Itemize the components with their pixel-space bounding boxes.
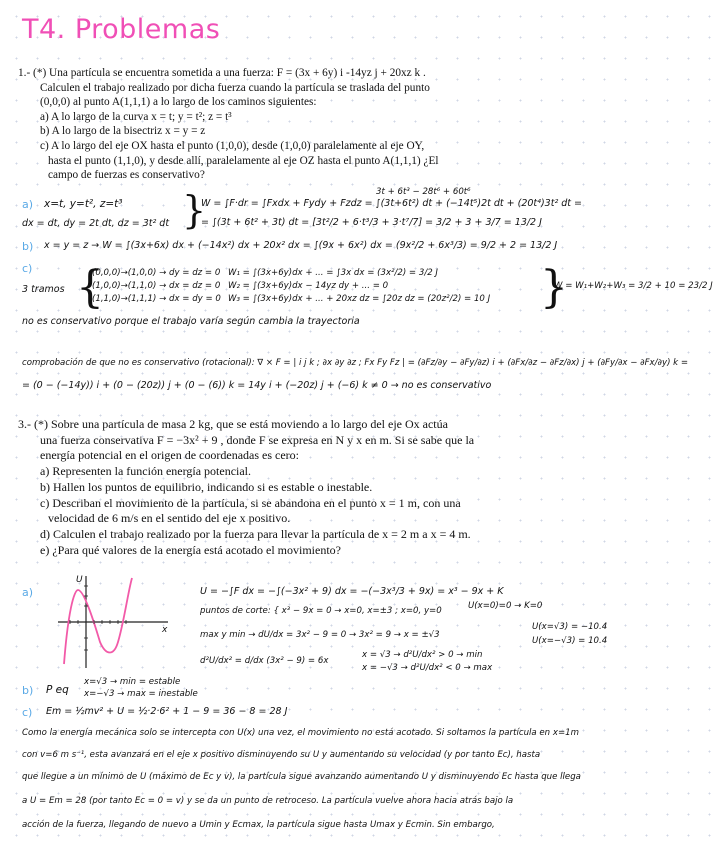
problem-1-statement [18, 66, 638, 183]
handwritten-paragraph: Como la energía mecánica solo se intercepta con U(x) una vez, el movimiento no está acotado. Si soltamos la partícula en x=1m [22, 728, 579, 738]
x-axis-label: x [162, 625, 168, 635]
part-a-label: a) [22, 198, 34, 211]
handwritten-note: Em = ½mv² + U = ½·2·6² + 1 − 9 = 36 − 8 = 28 J [46, 706, 288, 717]
part-c-label: c) [22, 706, 33, 719]
problem-3-line: 3.- (*) Sobre una partícula de masa 2 kg, que se está moviendo a lo largo del eje Ox actúa [18, 417, 448, 431]
handwritten-note: max y min → dU/dx = 3x² − 9 = 0 → 3x² = 9 → x = ±√3 [200, 630, 440, 640]
problem-1-line: Calculen el trabajo realizado por dicha fuerza cuando la partícula se traslada del punto [40, 81, 430, 94]
handwritten-paragraph: acción de la fuerza, llegando de nuevo a Umin y Ecmax, la partícula sigue hasta Umax y Ecmin. Sin embargo, [22, 820, 495, 830]
brace: { [76, 262, 104, 313]
handwritten-note: U = −∫F dx = −∫(−3x² + 9) dx = −(−3x³/3 + 9x) = x³ − 9x + K [200, 586, 504, 597]
handwritten-note: = ∫(3t + 6t² + 3t) dt = [3t²/2 + 6·t³/3 + 3·t⁷/7] = 3/2 + 3 + 3/7 = 13/2 J [201, 217, 542, 228]
problem-3-line: b) Hallen los puntos de equilibrio, indicando si es estable o inestable. [40, 479, 373, 494]
handwritten-note: U(x=0)=0 → K=0 [468, 601, 543, 611]
problem-1-line: 1.- (*) Una partícula se encuentra sometida a una fuerza: F = (3x + 6y) i -14yz j + 20xz k . [18, 67, 426, 79]
part-b-label: b) [22, 240, 34, 253]
handwritten-note: W = W₁+W₂+W₃ = 3/2 + 10 = 23/2 J [554, 281, 713, 291]
problem-3-line: energía potencial en el origen de coordenadas es cero: [40, 448, 299, 463]
handwritten-note: P eq [46, 684, 69, 696]
problem-1-line: c) A lo largo del eje OX hasta el punto (1,0,0), desde (1,0,0) paralelamente al eje OY, [40, 139, 425, 152]
part-a-label: a) [22, 586, 34, 599]
handwritten-note: W₂ = ∫(3x+6y)dx − 14yz dy + ... = 0 [228, 281, 389, 291]
handwritten-note: U(x=−√3) = 10.4 [532, 636, 608, 646]
problem-3-line: velocidad de 6 m/s en el sentido del eje x positivo. [48, 511, 291, 526]
problem-1-line: campo de fuerzas es conservativo? [48, 169, 205, 182]
problem-3-statement [18, 417, 638, 558]
potential-energy-graph [56, 572, 174, 672]
handwritten-note: W = ∫F·dr = ∫Fxdx + Fydy + Fzdz = ∫(3t+6t²) dt + (−14t⁵)2t dt + (20t⁴)3t² dt = [201, 198, 583, 209]
handwritten-note: x = y = z → W = ∫(3x+6x) dx + (−14x²) dx + 20x² dx = ∫(9x + 6x²) dx = (9x²/2 + 6x³/3) = 9/2 + 2 = 13/2 J [44, 240, 558, 251]
handwritten-note: no es conservativo porque el trabajo varía según cambia la trayectoria [22, 316, 360, 327]
handwritten-note: = (0 − (−14y)) i + (0 − (20z)) j + (0 − (6)) k = 14y i + (−20z) j + (−6) k ≠ 0 → no es conservativo [22, 380, 492, 391]
handwritten-note: W₃ = ∫(3x+6y)dx + ... + 20xz dz = ∫20z dz = (20z²/2) = 10 J [228, 294, 491, 304]
handwritten-note: 3t + 6t³ − 28t⁶ + 60t⁶ [376, 187, 471, 197]
problem-1-line: a) A lo largo de la curva x = t; y = t²; z = t³ [40, 110, 232, 123]
handwritten-paragraph: a U = Em = 28 (por tanto Ec = 0 = v) y se da un punto de retroceso. La partícula vuelve ahora hacia atrás bajo la [22, 796, 514, 806]
problem-3-line: c) Describan el movimiento de la partícula, si se abandona en el punto x = 1 m, con una [40, 495, 461, 510]
handwritten-note: (1,1,0)→(1,1,1) → dx = dy = 0 [92, 294, 221, 304]
page-title: T4. Problemas [22, 14, 221, 45]
potential-curve [64, 578, 132, 664]
handwritten-note: x = √3 → d²U/dx² > 0 → min [362, 650, 483, 660]
problem-1-line: hasta el punto (1,1,0), y desde allí, paralelamente al eje OZ hasta el punto A(1,1,1) ¿El [48, 154, 439, 167]
handwritten-note: 3 tramos [22, 284, 65, 295]
handwritten-note: d²U/dx² = d/dx (3x² − 9) = 6x [200, 656, 329, 666]
handwritten-note: (1,0,0)→(1,1,0) → dx = dz = 0 [92, 281, 221, 291]
handwritten-note: W₁ = ∫(3x+6y)dx + ... = ∫3x dx = (3x²/2) = 3/2 J [228, 268, 438, 278]
problem-3-line: d) Calculen el trabajo realizado por la fuerza para llevar la partícula de x = 2 m a x = 4 m. [40, 526, 471, 541]
brace: } [540, 262, 568, 313]
handwritten-note: x=t, y=t², z=t³ [44, 198, 123, 210]
handwritten-note: (0,0,0)→(1,0,0) → dy = dz = 0 [92, 268, 221, 278]
handwritten-paragraph: con v=6 m s⁻¹, esta avanzará en el eje x positivo disminuyendo su U y aumentando su velocidad (y por tanto Ec), hasta [22, 750, 541, 760]
problem-3-line: e) ¿Para qué valores de la energía está acotado el movimiento? [40, 542, 341, 557]
handwritten-note: x=√3 → min = estable [84, 677, 181, 687]
handwritten-paragraph: que llegue a un mínimo de U (máximo de Ec y v), la partícula sigue avanzando aumentando U y disminuyendo Ec hasta que llega [22, 772, 581, 782]
handwritten-note: x=−√3 → max = inestable [84, 689, 198, 699]
problem-1-line: b) A lo largo de la bisectriz x = y = z [40, 125, 206, 138]
handwritten-note: puntos de corte: { x³ − 9x = 0 → x=0, x=±3 ; x=0, y=0 [200, 606, 442, 616]
problem-1-line: (0,0,0) al punto A(1,1,1) a lo largo de los caminos siguientes: [40, 96, 317, 109]
handwritten-note: comprobación de que no es conservativo (rotacional): ∇ × F = | i j k ; ∂x ∂y ∂z ; Fx Fy Fz | = (∂Fz/∂y − ∂Fy/∂z) i + (∂Fx/∂z − ∂Fz/∂x) j + (∂Fy/∂x − ∂Fx/∂y) k = [22, 358, 689, 368]
handwritten-note: x = −√3 → d²U/dx² < 0 → max [362, 663, 493, 673]
brace: } [182, 188, 207, 232]
part-c-label: c) [22, 262, 33, 275]
part-b-label: b) [22, 684, 34, 697]
problem-3-line: una fuerza conservativa F = −3x² + 9 , donde F se expresa en N y x en m. Si se sabe que la [40, 432, 475, 447]
y-axis-label: U [76, 575, 83, 585]
handwritten-note: dx = dt, dy = 2t dt, dz = 3t² dt [22, 218, 170, 229]
handwritten-note: U(x=√3) = −10.4 [532, 622, 608, 632]
problem-3-line: a) Representen la función energía potencial. [40, 464, 252, 479]
